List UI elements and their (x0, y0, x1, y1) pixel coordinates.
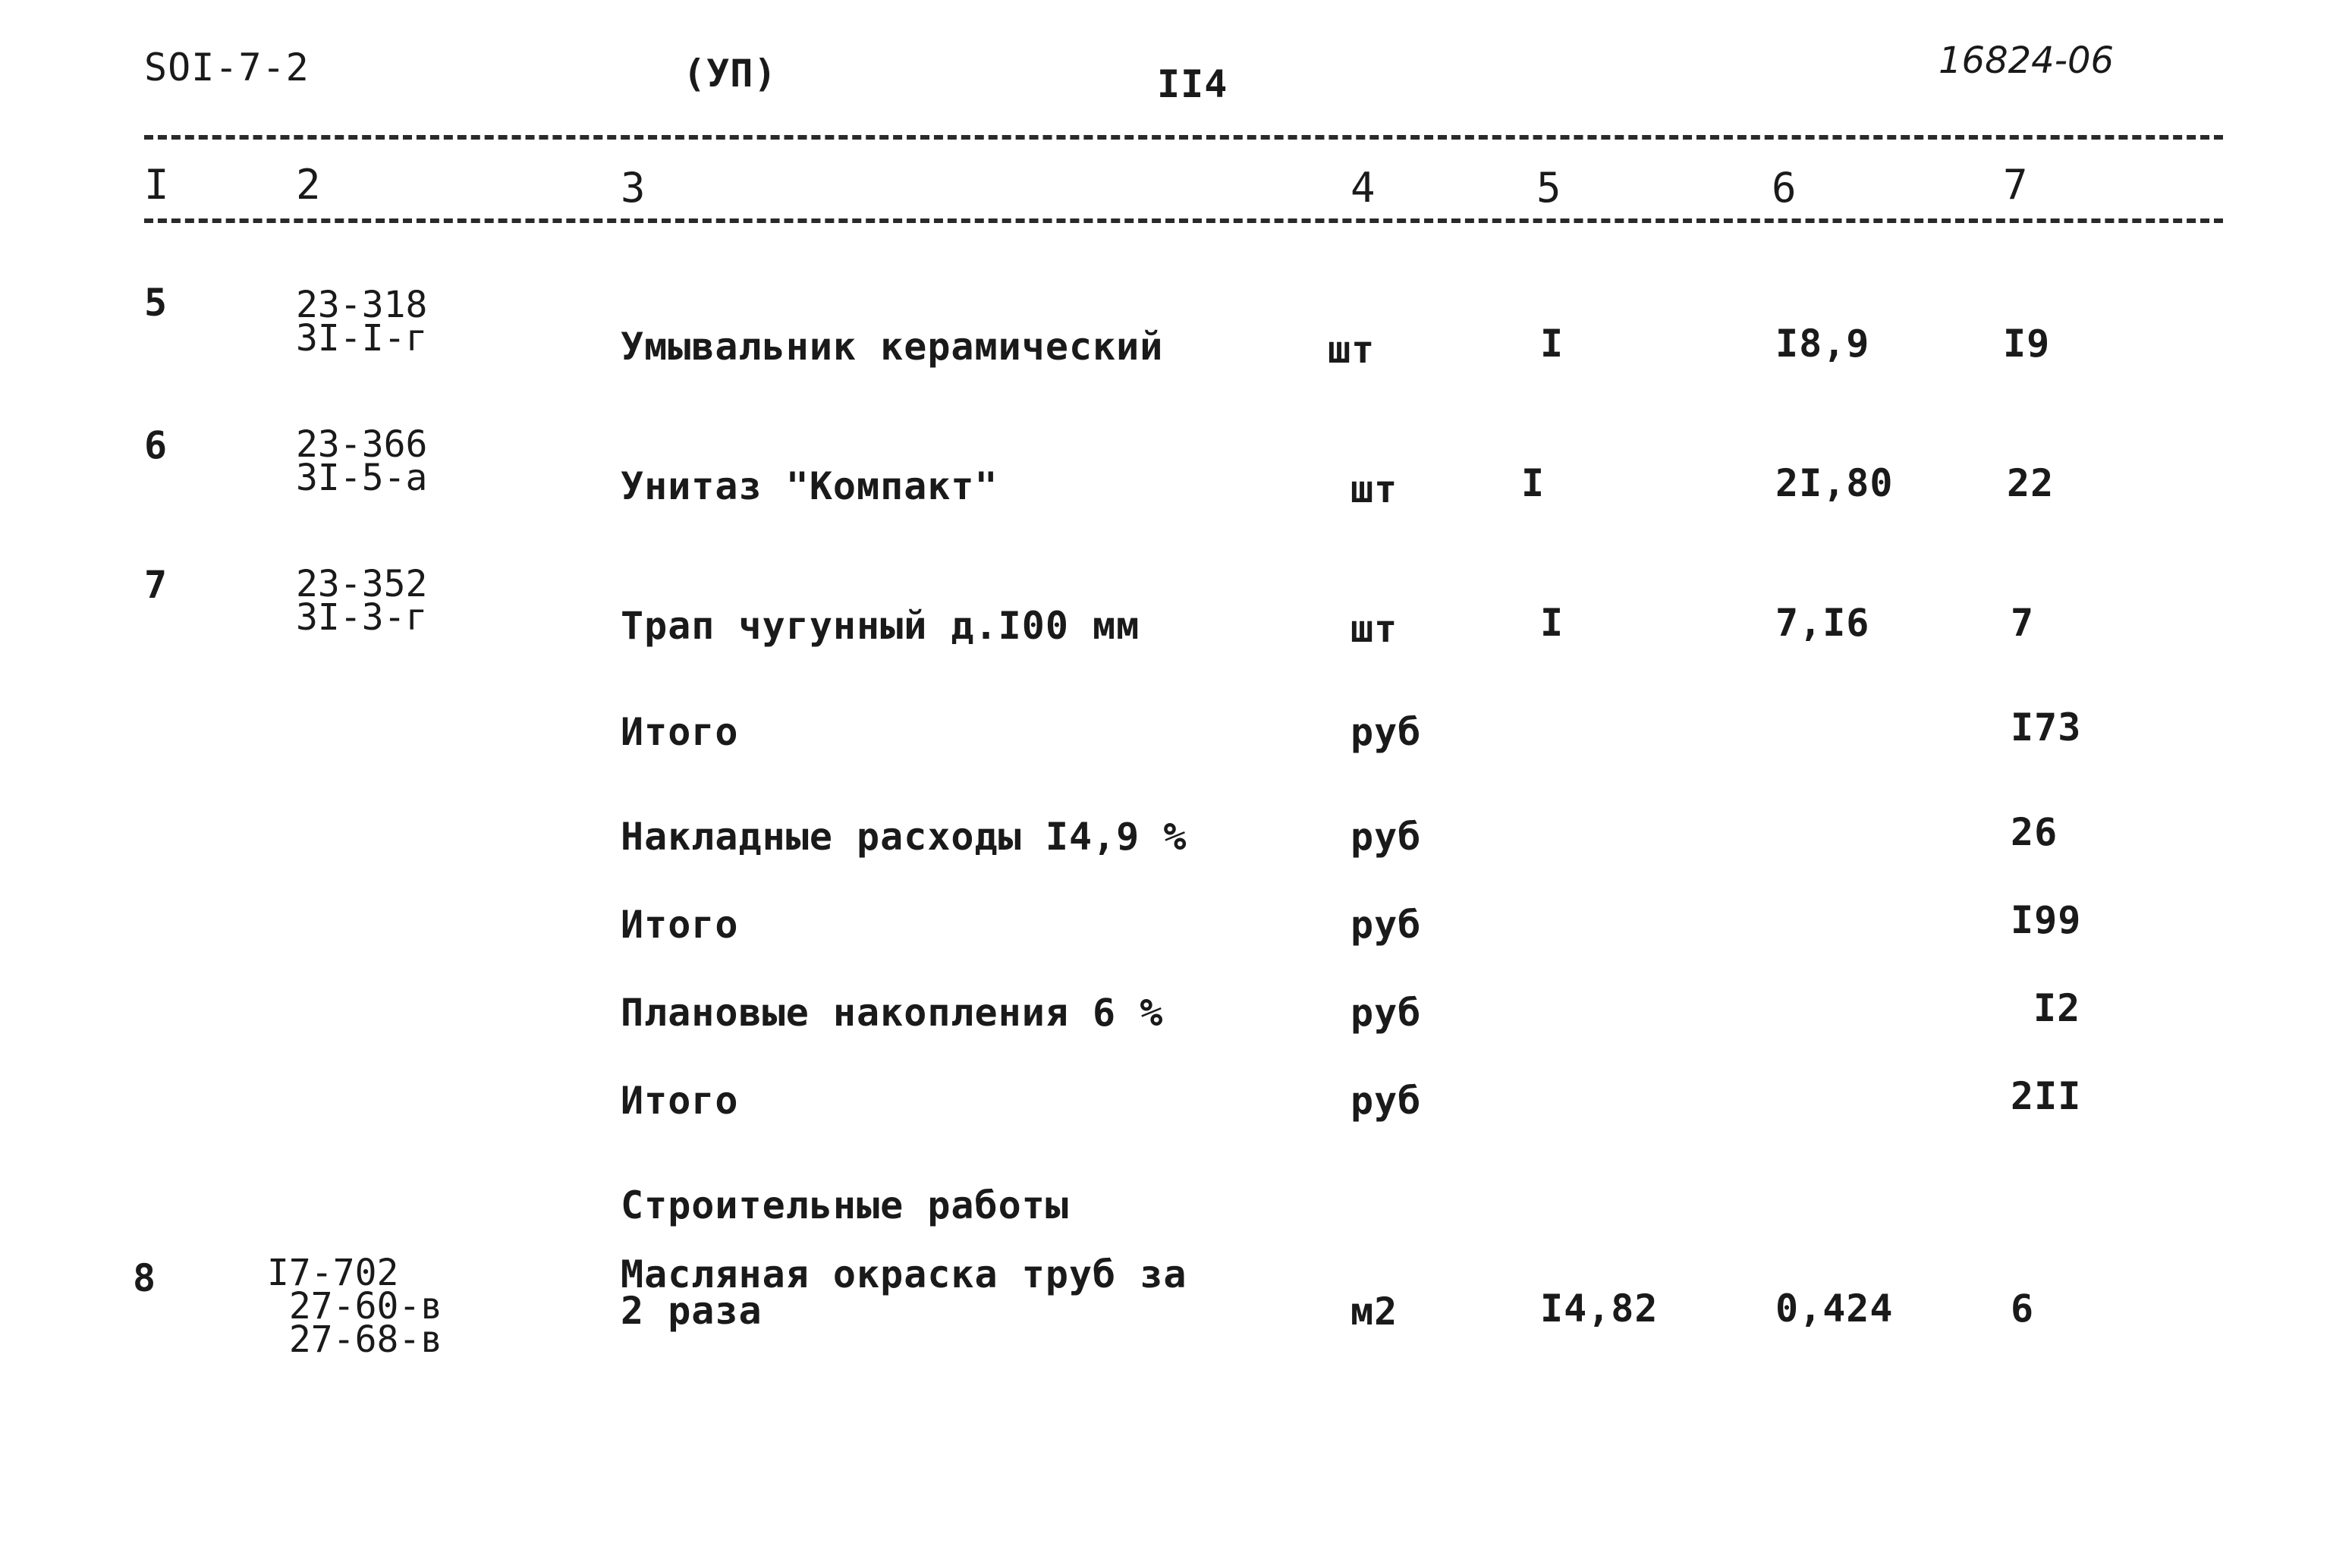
row-total: 7 (2011, 601, 2035, 645)
summary-total: I99 (2011, 898, 2082, 942)
row-qty: I (1540, 601, 1564, 645)
header-rule-bottom (144, 218, 2223, 223)
summary-unit: руб (1351, 991, 1422, 1035)
row-name: Трап чугунный д.I00 мм (621, 604, 1140, 648)
row-unit: м2 (1351, 1290, 1398, 1334)
col-header-6: 6 (1772, 164, 1797, 212)
row-code: 23-352 3I-3-г (296, 563, 428, 639)
row-qty: I4,82 (1540, 1287, 1659, 1331)
summary-total: I73 (2011, 705, 2082, 749)
page-number: II4 (1157, 62, 1228, 106)
summary-label: Итого (621, 710, 739, 754)
summary-total: 26 (2011, 810, 2058, 854)
row-total: 6 (2011, 1287, 2035, 1331)
row-name: Умывальник керамический (621, 325, 1164, 369)
row-code: I7-702 27-60-в 27-68-в (267, 1252, 443, 1361)
row-unit: шт (1351, 467, 1398, 511)
summary-unit: руб (1351, 903, 1422, 947)
summary-unit: руб (1351, 815, 1422, 859)
row-total: 22 (2007, 461, 2055, 505)
document-code: SOI-7-2 (144, 46, 310, 90)
summary-label: Итого (621, 1079, 739, 1123)
summary-total: 2II (2011, 1074, 2082, 1118)
row-unit: шт (1328, 328, 1376, 372)
row-code: 23-318 3I-I-г (296, 284, 428, 360)
section-heading: Строительные работы (621, 1183, 1069, 1227)
col-header-7: 7 (2003, 161, 2028, 209)
row-qty: I (1540, 322, 1564, 366)
row-unit: шт (1351, 607, 1398, 651)
row-price: 0,424 (1775, 1287, 1894, 1331)
header-rule-top (144, 135, 2223, 140)
section-mark: (УП) (683, 52, 778, 96)
summary-label: Плановые накопления 6 % (621, 991, 1164, 1035)
col-header-3: 3 (621, 164, 646, 212)
row-code: 23-366 3I-5-а (296, 423, 428, 499)
row-number: 5 (144, 281, 168, 325)
col-header-2: 2 (296, 161, 321, 209)
col-header-4: 4 (1351, 164, 1376, 212)
row-price: I8,9 (1775, 322, 1870, 366)
col-header-5: 5 (1536, 164, 1561, 212)
row-number: 8 (133, 1256, 157, 1300)
summary-label: Итого (621, 903, 739, 947)
col-header-1: I (144, 161, 169, 209)
row-price: 7,I6 (1775, 601, 1870, 645)
row-name: Унитаз "Компакт" (621, 464, 998, 508)
inventory-number: 16824-06 (1939, 39, 2115, 82)
summary-label: Накладные расходы I4,9 % (621, 815, 1187, 859)
row-price: 2I,80 (1775, 461, 1894, 505)
summary-total: I2 (2033, 986, 2081, 1030)
row-number: 6 (144, 423, 168, 467)
row-number: 7 (144, 563, 168, 607)
row-name: Масляная окраска труб за 2 раза (621, 1252, 1187, 1333)
summary-unit: руб (1351, 1079, 1422, 1123)
row-total: I9 (2003, 322, 2051, 366)
summary-unit: руб (1351, 710, 1422, 754)
row-qty: I (1521, 461, 1545, 505)
